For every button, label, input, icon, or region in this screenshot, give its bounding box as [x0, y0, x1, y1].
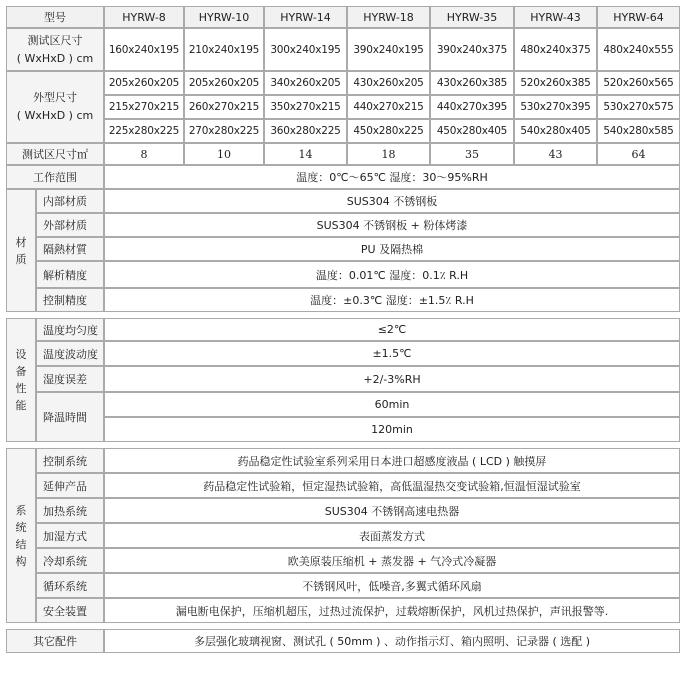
inner-size-label-line2: ( WxHxD ) cm: [16, 51, 94, 65]
system-row: [6, 523, 680, 548]
system-group-label: [6, 448, 36, 623]
fluctuation-value: ±1.5℃: [104, 341, 680, 366]
material-row: [6, 288, 680, 312]
uniformity-value: ≤2℃: [104, 318, 680, 341]
system-group-char: 统: [15, 520, 27, 534]
inner-size-label: [6, 28, 104, 71]
header-row: [6, 6, 680, 28]
system-label: 冷却系统: [36, 548, 104, 573]
model-name: HYRW-8: [104, 6, 184, 28]
outer-size-cell: 540x280x585: [597, 119, 680, 143]
outer-size-label-line1: 外型尺寸: [33, 91, 77, 104]
system-row: [6, 548, 680, 573]
materials-group-label: [6, 189, 36, 312]
outer-size-row: [6, 119, 680, 143]
cooling-time-value: 120min: [104, 417, 680, 442]
system-label: 延伸产品: [36, 473, 104, 498]
system-row: [6, 448, 680, 473]
outer-size-cell: 260x270x215: [184, 95, 264, 119]
outer-size-cell: 450x280x405: [430, 119, 514, 143]
area-cell: 14: [264, 143, 347, 165]
material-row: [6, 189, 680, 213]
system-label: 循环系统: [36, 573, 104, 598]
outer-size-cell: 430x260x385: [430, 71, 514, 95]
outer-size-cell: 440x270x395: [430, 95, 514, 119]
area-label: 测试区尺寸㎡: [6, 143, 104, 165]
inner-size-label-line1: 测试区尺寸: [27, 33, 83, 47]
system-group-char: 构: [15, 554, 27, 568]
system-label: 加湿方式: [36, 523, 104, 548]
performance-group-char: 备: [15, 365, 27, 378]
spec-table: [6, 6, 680, 653]
outer-size-label: [6, 71, 104, 143]
outer-size-cell: 270x280x225: [184, 119, 264, 143]
performance-row: [6, 417, 680, 442]
material-value: 温度：±0.3℃ 湿度：±1.5٪ R.H: [104, 288, 680, 312]
outer-size-cell: 530x270x395: [514, 95, 597, 119]
system-value: SUS304 不锈钢高速电热器: [104, 498, 680, 523]
system-group-char: 结: [15, 537, 27, 551]
range-row: [6, 165, 680, 189]
model-name: HYRW-43: [514, 6, 597, 28]
material-label: 控制精度: [36, 288, 104, 312]
materials-group-char: 质: [15, 252, 27, 266]
outer-size-cell: 225x280x225: [104, 119, 184, 143]
material-label: 外部材质: [36, 213, 104, 237]
outer-size-row: [6, 95, 680, 119]
cooling-time-label: 降温時間: [36, 392, 104, 442]
system-label: 控制系统: [36, 448, 104, 473]
inner-size-cell: 480x240x375: [514, 28, 597, 71]
model-label: 型号: [6, 6, 104, 28]
inner-size-cell: 300x240x195: [264, 28, 347, 71]
inner-size-cell: 480x240x555: [597, 28, 680, 71]
outer-size-cell: 430x260x205: [347, 71, 430, 95]
inner-size-cell: 390x240x195: [347, 28, 430, 71]
outer-size-row: [6, 71, 680, 95]
system-value: 不锈钢风叶，低噪音,多翼式循环风扇: [104, 573, 680, 598]
outer-size-cell: 520x260x385: [514, 71, 597, 95]
performance-row: [6, 366, 680, 392]
system-value: 药品稳定性试验箱，恒定湿热试验箱，高低温湿热交变试验箱,恒温恒湿试验室: [104, 473, 680, 498]
system-row: [6, 473, 680, 498]
area-cell: 43: [514, 143, 597, 165]
model-name: HYRW-14: [264, 6, 347, 28]
range-value: 温度：0℃～65℃ 湿度：30～95%RH: [104, 165, 680, 189]
system-value: 漏电断电保护，压缩机超压，过热过流保护，过载熔断保护，风机过热保护，声讯报警等.: [104, 598, 680, 623]
outer-size-cell: 540x280x405: [514, 119, 597, 143]
system-row: [6, 598, 680, 623]
system-label: 安全装置: [36, 598, 104, 623]
outer-size-cell: 205x260x205: [184, 71, 264, 95]
material-row: [6, 237, 680, 261]
outer-size-cell: 215x270x215: [104, 95, 184, 119]
outer-size-cell: 340x260x205: [264, 71, 347, 95]
model-name: HYRW-35: [430, 6, 514, 28]
model-name: HYRW-10: [184, 6, 264, 28]
area-cell: 8: [104, 143, 184, 165]
material-value: PU 及隔热棉: [104, 237, 680, 261]
inner-size-cell: 210x240x195: [184, 28, 264, 71]
system-row: [6, 498, 680, 523]
material-value: SUS304 不锈钢板 + 粉体烤漆: [104, 213, 680, 237]
accessories-label: 其它配件: [6, 629, 104, 653]
inner-size-cell: 390x240x375: [430, 28, 514, 71]
materials-group-char: 材: [15, 235, 27, 249]
material-label: 内部材质: [36, 189, 104, 213]
material-value: 温度：0.01℃ 湿度：0.1٪ R.H: [104, 261, 680, 288]
material-label: 解析精度: [36, 261, 104, 288]
system-group-char: 系: [15, 503, 27, 517]
performance-group-char: 性: [15, 382, 27, 395]
outer-size-cell: 530x270x575: [597, 95, 680, 119]
system-row: [6, 573, 680, 598]
outer-size-cell: 205x260x205: [104, 71, 184, 95]
outer-size-cell: 520x260x565: [597, 71, 680, 95]
area-row: [6, 143, 680, 165]
outer-size-label-line2: ( WxHxD ) cm: [16, 109, 94, 122]
accessories-row: [6, 629, 680, 653]
outer-size-cell: 450x280x225: [347, 119, 430, 143]
cooling-time-value: 60min: [104, 392, 680, 417]
accessories-value: 多层强化玻璃视窗、测试孔 ( 50mm ) 、动作指示灯、箱内照明、记录器 ( 选配 ): [104, 629, 680, 653]
area-cell: 35: [430, 143, 514, 165]
inner-size-row: [6, 28, 680, 71]
area-cell: 10: [184, 143, 264, 165]
outer-size-cell: 360x280x225: [264, 119, 347, 143]
uniformity-label: 温度均匀度: [36, 318, 104, 341]
outer-size-cell: 440x270x215: [347, 95, 430, 119]
model-name: HYRW-64: [597, 6, 680, 28]
area-cell: 64: [597, 143, 680, 165]
area-cell: 18: [347, 143, 430, 165]
outer-size-cell: 350x270x215: [264, 95, 347, 119]
fluctuation-label: 温度波动度: [36, 341, 104, 366]
humidity-error-value: +2/-3%RH: [104, 366, 680, 392]
inner-size-cell: 160x240x195: [104, 28, 184, 71]
range-label: 工作范围: [6, 165, 104, 189]
performance-row: [6, 341, 680, 366]
system-label: 加热系统: [36, 498, 104, 523]
system-value: 欧美原装压缩机 + 蒸发器 + 气冷式冷凝器: [104, 548, 680, 573]
performance-group-char: 能: [15, 399, 27, 412]
humidity-error-label: 湿度误差: [36, 366, 104, 392]
material-row: [6, 213, 680, 237]
system-value: 药品稳定性试验室系列采用日本进口超感度液晶 ( LCD ) 触摸屏: [104, 448, 680, 473]
performance-row: [6, 318, 680, 341]
material-value: SUS304 不锈钢板: [104, 189, 680, 213]
model-name: HYRW-18: [347, 6, 430, 28]
system-value: 表面蒸发方式: [104, 523, 680, 548]
performance-group-label: [6, 318, 36, 442]
material-row: [6, 261, 680, 288]
performance-group-char: 设: [15, 348, 27, 361]
performance-row: [6, 392, 680, 417]
material-label: 隔熱材質: [36, 237, 104, 261]
